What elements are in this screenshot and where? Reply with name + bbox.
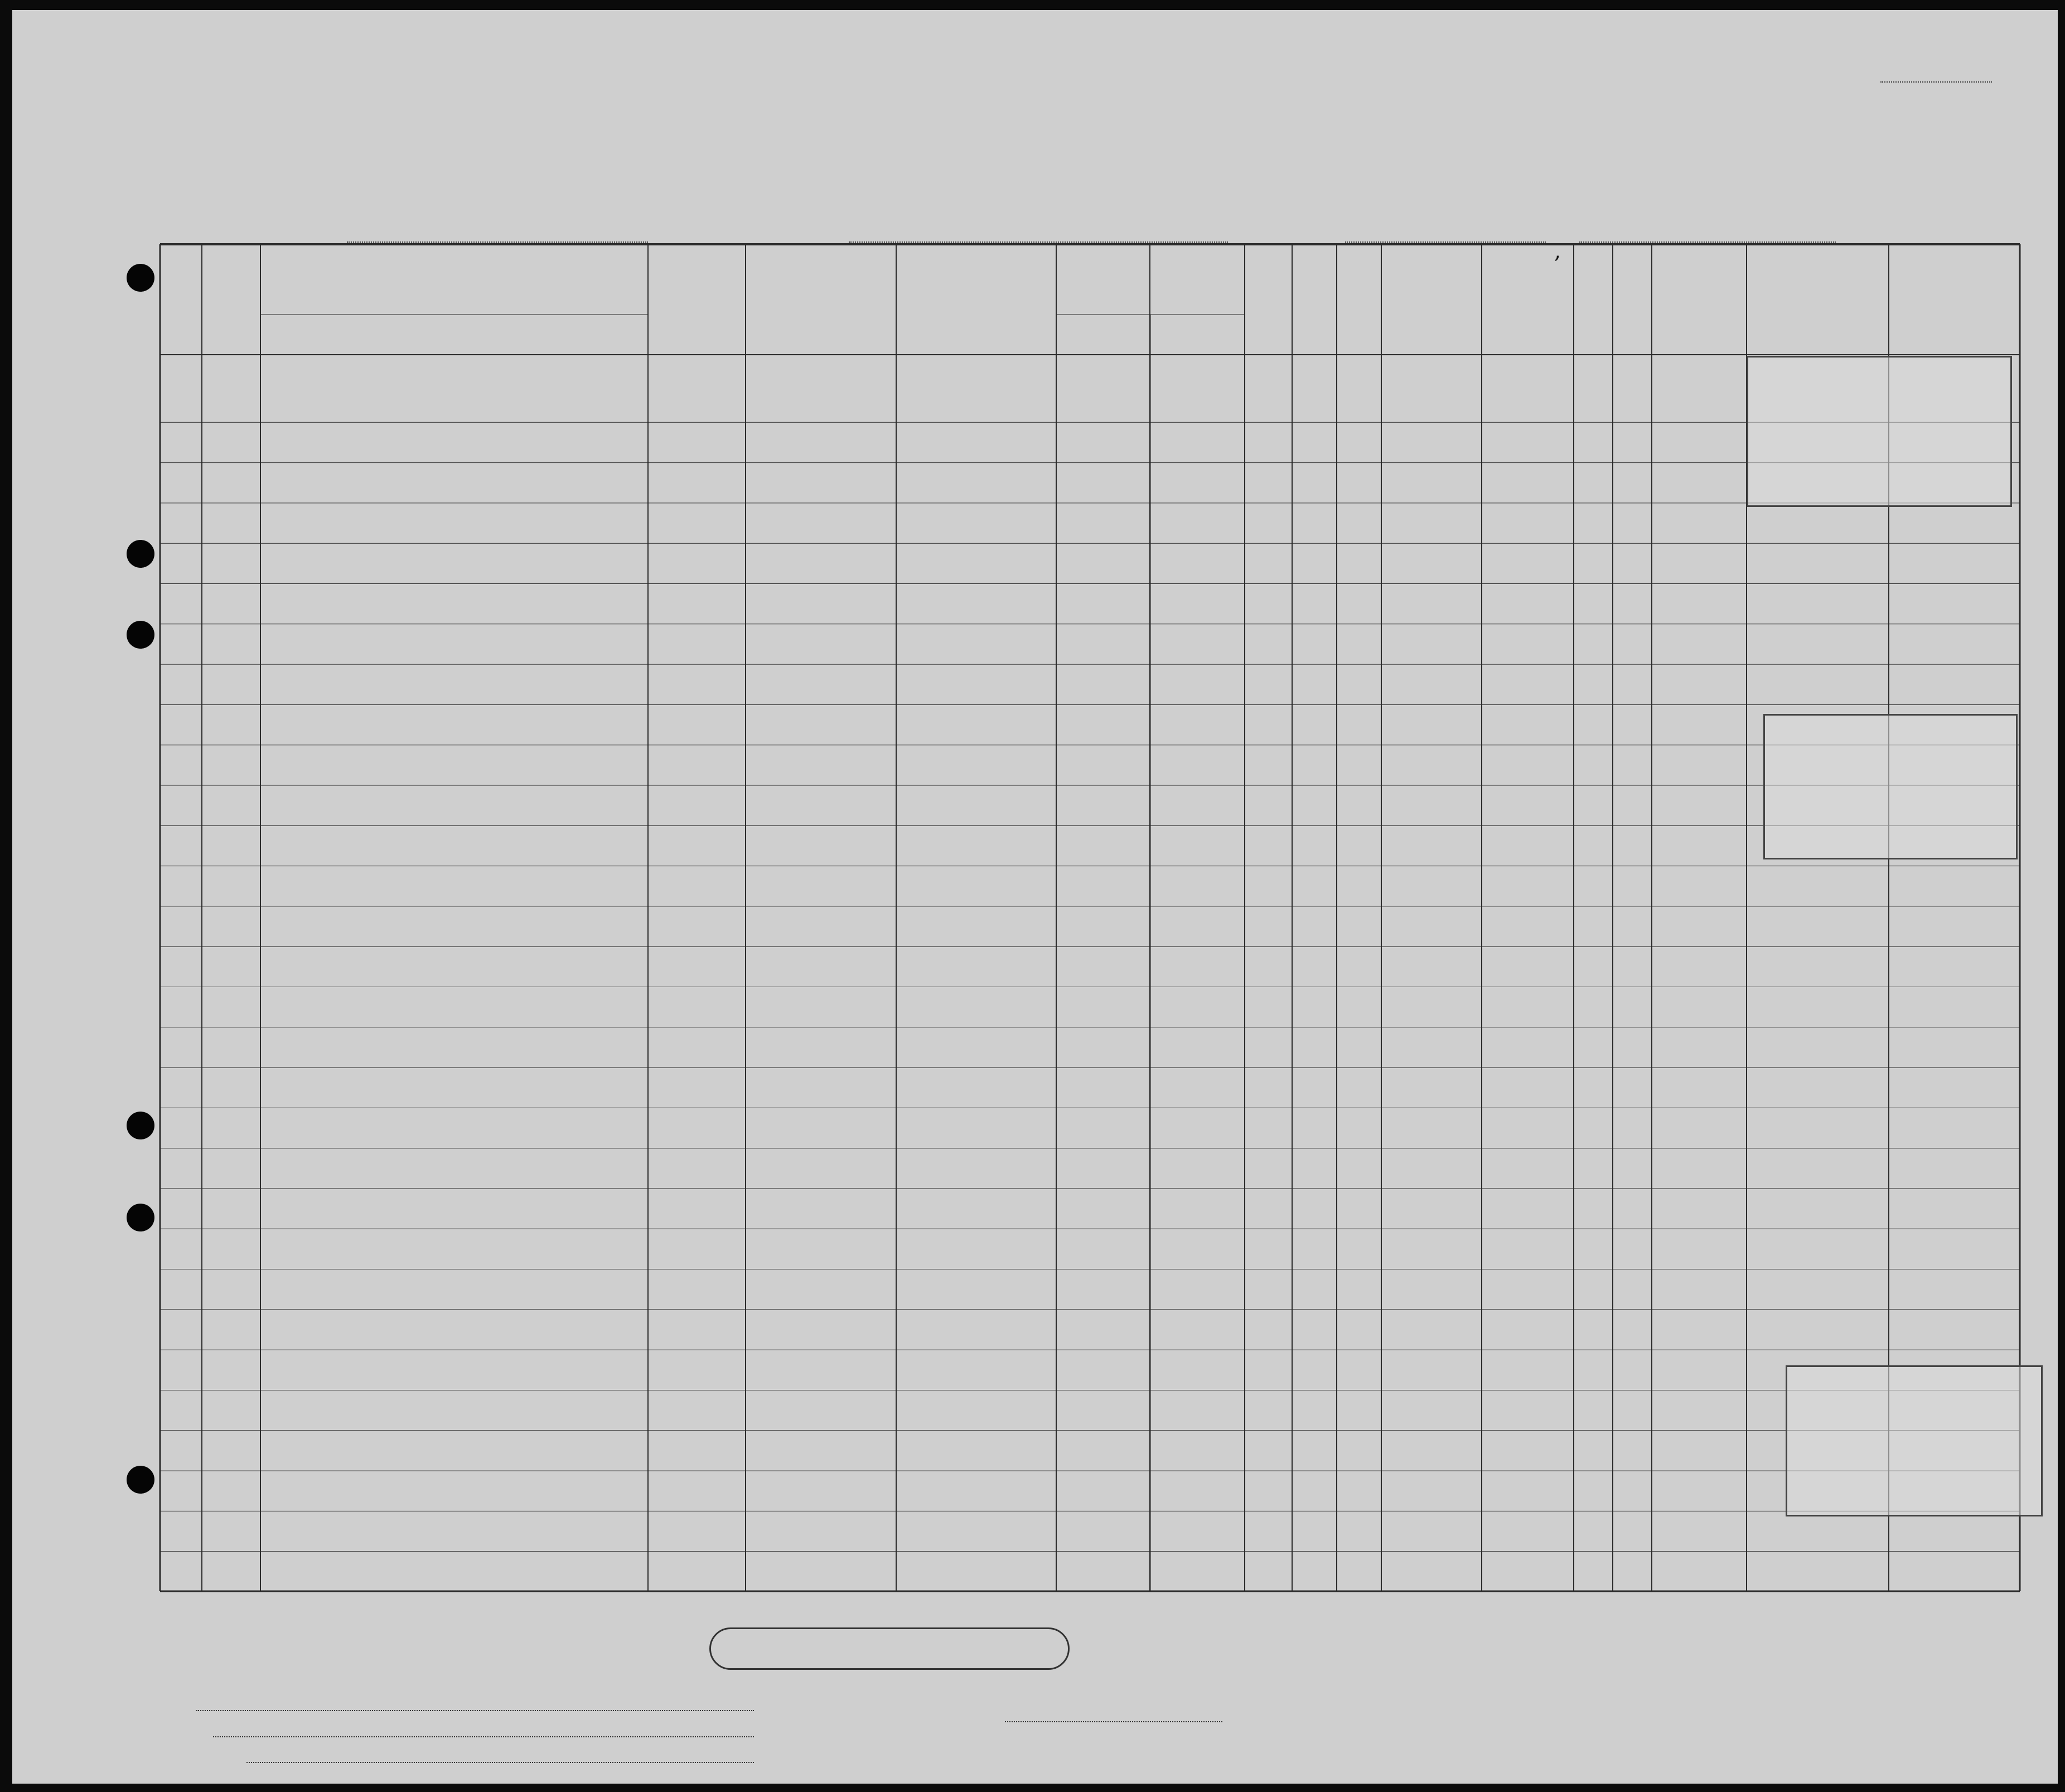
table-grid <box>12 10 2058 1784</box>
inspection-stamp <box>1747 356 2012 507</box>
owners-underline <box>213 1736 754 1737</box>
inspection-stamp <box>1786 1365 2043 1516</box>
signature-underline <box>1005 1721 1222 1722</box>
comma: , <box>1554 239 1561 263</box>
line-underline <box>196 1710 754 1711</box>
inspection-stamp <box>1763 714 2018 859</box>
manifest-sheet <box>12 10 2058 1784</box>
agents-underline <box>246 1762 754 1763</box>
crew-count-note <box>709 1627 1070 1670</box>
